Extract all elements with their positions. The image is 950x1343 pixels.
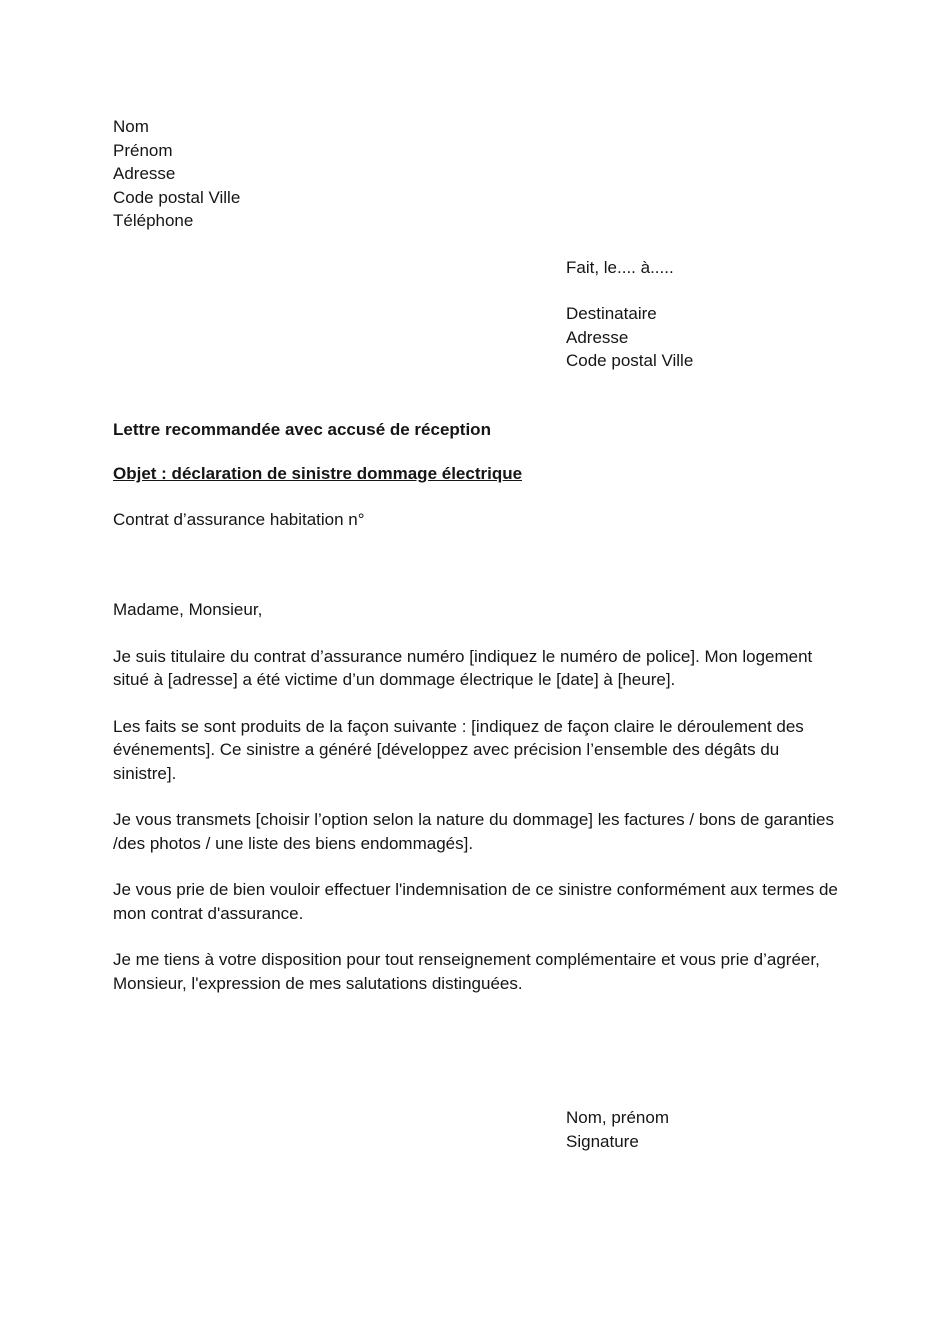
body-paragraph-4: Je vous prie de bien vouloir effectuer l'indemnisation de ce sinistre conformément aux termes de mon contrat d'assurance. <box>113 880 843 923</box>
recipient-address-block <box>566 302 839 373</box>
subject-line: Objet : déclaration de sinistre dommage électrique <box>113 464 523 483</box>
sender-address-line: Adresse <box>113 164 176 183</box>
recipient-address-line: Adresse <box>566 327 629 347</box>
salutation-line: Madame, Monsieur, <box>113 600 263 619</box>
recipient-city-line: Code postal Ville <box>566 351 694 370</box>
body-paragraph-3: Je vous transmets [choisir l’option selon la nature du dommage] les factures / bons de garanties /des photos / une liste des biens endommagés]. <box>113 810 839 853</box>
signature-block <box>566 1106 839 1153</box>
date-place-line: Fait, le.... à..... <box>566 257 674 277</box>
registered-mail-notice: Lettre recommandée avec accusé de réception <box>113 419 491 439</box>
signature-label-line: Signature <box>566 1131 639 1151</box>
body-paragraph-5: Je me tiens à votre disposition pour tout renseignement complémentaire et vous prie d’agréer, Monsieur, l'expression de mes salutations distinguées. <box>113 950 825 993</box>
body-paragraph-2: Les faits se sont produits de la façon suivante : [indiquez de façon claire le déroulement des événements]. Ce sinistre a généré [développez avec précision l’ensemble des dégâts du sinistre]. <box>113 716 809 783</box>
sender-name-line: Nom <box>113 117 149 136</box>
sender-firstname-line: Prénom <box>113 140 173 160</box>
sender-address-block <box>113 115 839 233</box>
contract-reference-line: Contrat d’assurance habitation n° <box>113 509 365 529</box>
sender-phone-line: Téléphone <box>113 211 194 230</box>
letter-content <box>113 115 843 1153</box>
signature-name-line: Nom, prénom <box>566 1108 669 1127</box>
sender-city-line: Code postal Ville <box>113 187 241 207</box>
body-paragraph-1: Je suis titulaire du contrat d’assurance numéro [indiquez le numéro de police]. Mon logement situé à [adresse] a été victime d’un dommage électrique le [date] à [heure]. <box>113 646 818 689</box>
recipient-name-line: Destinataire <box>566 304 657 323</box>
